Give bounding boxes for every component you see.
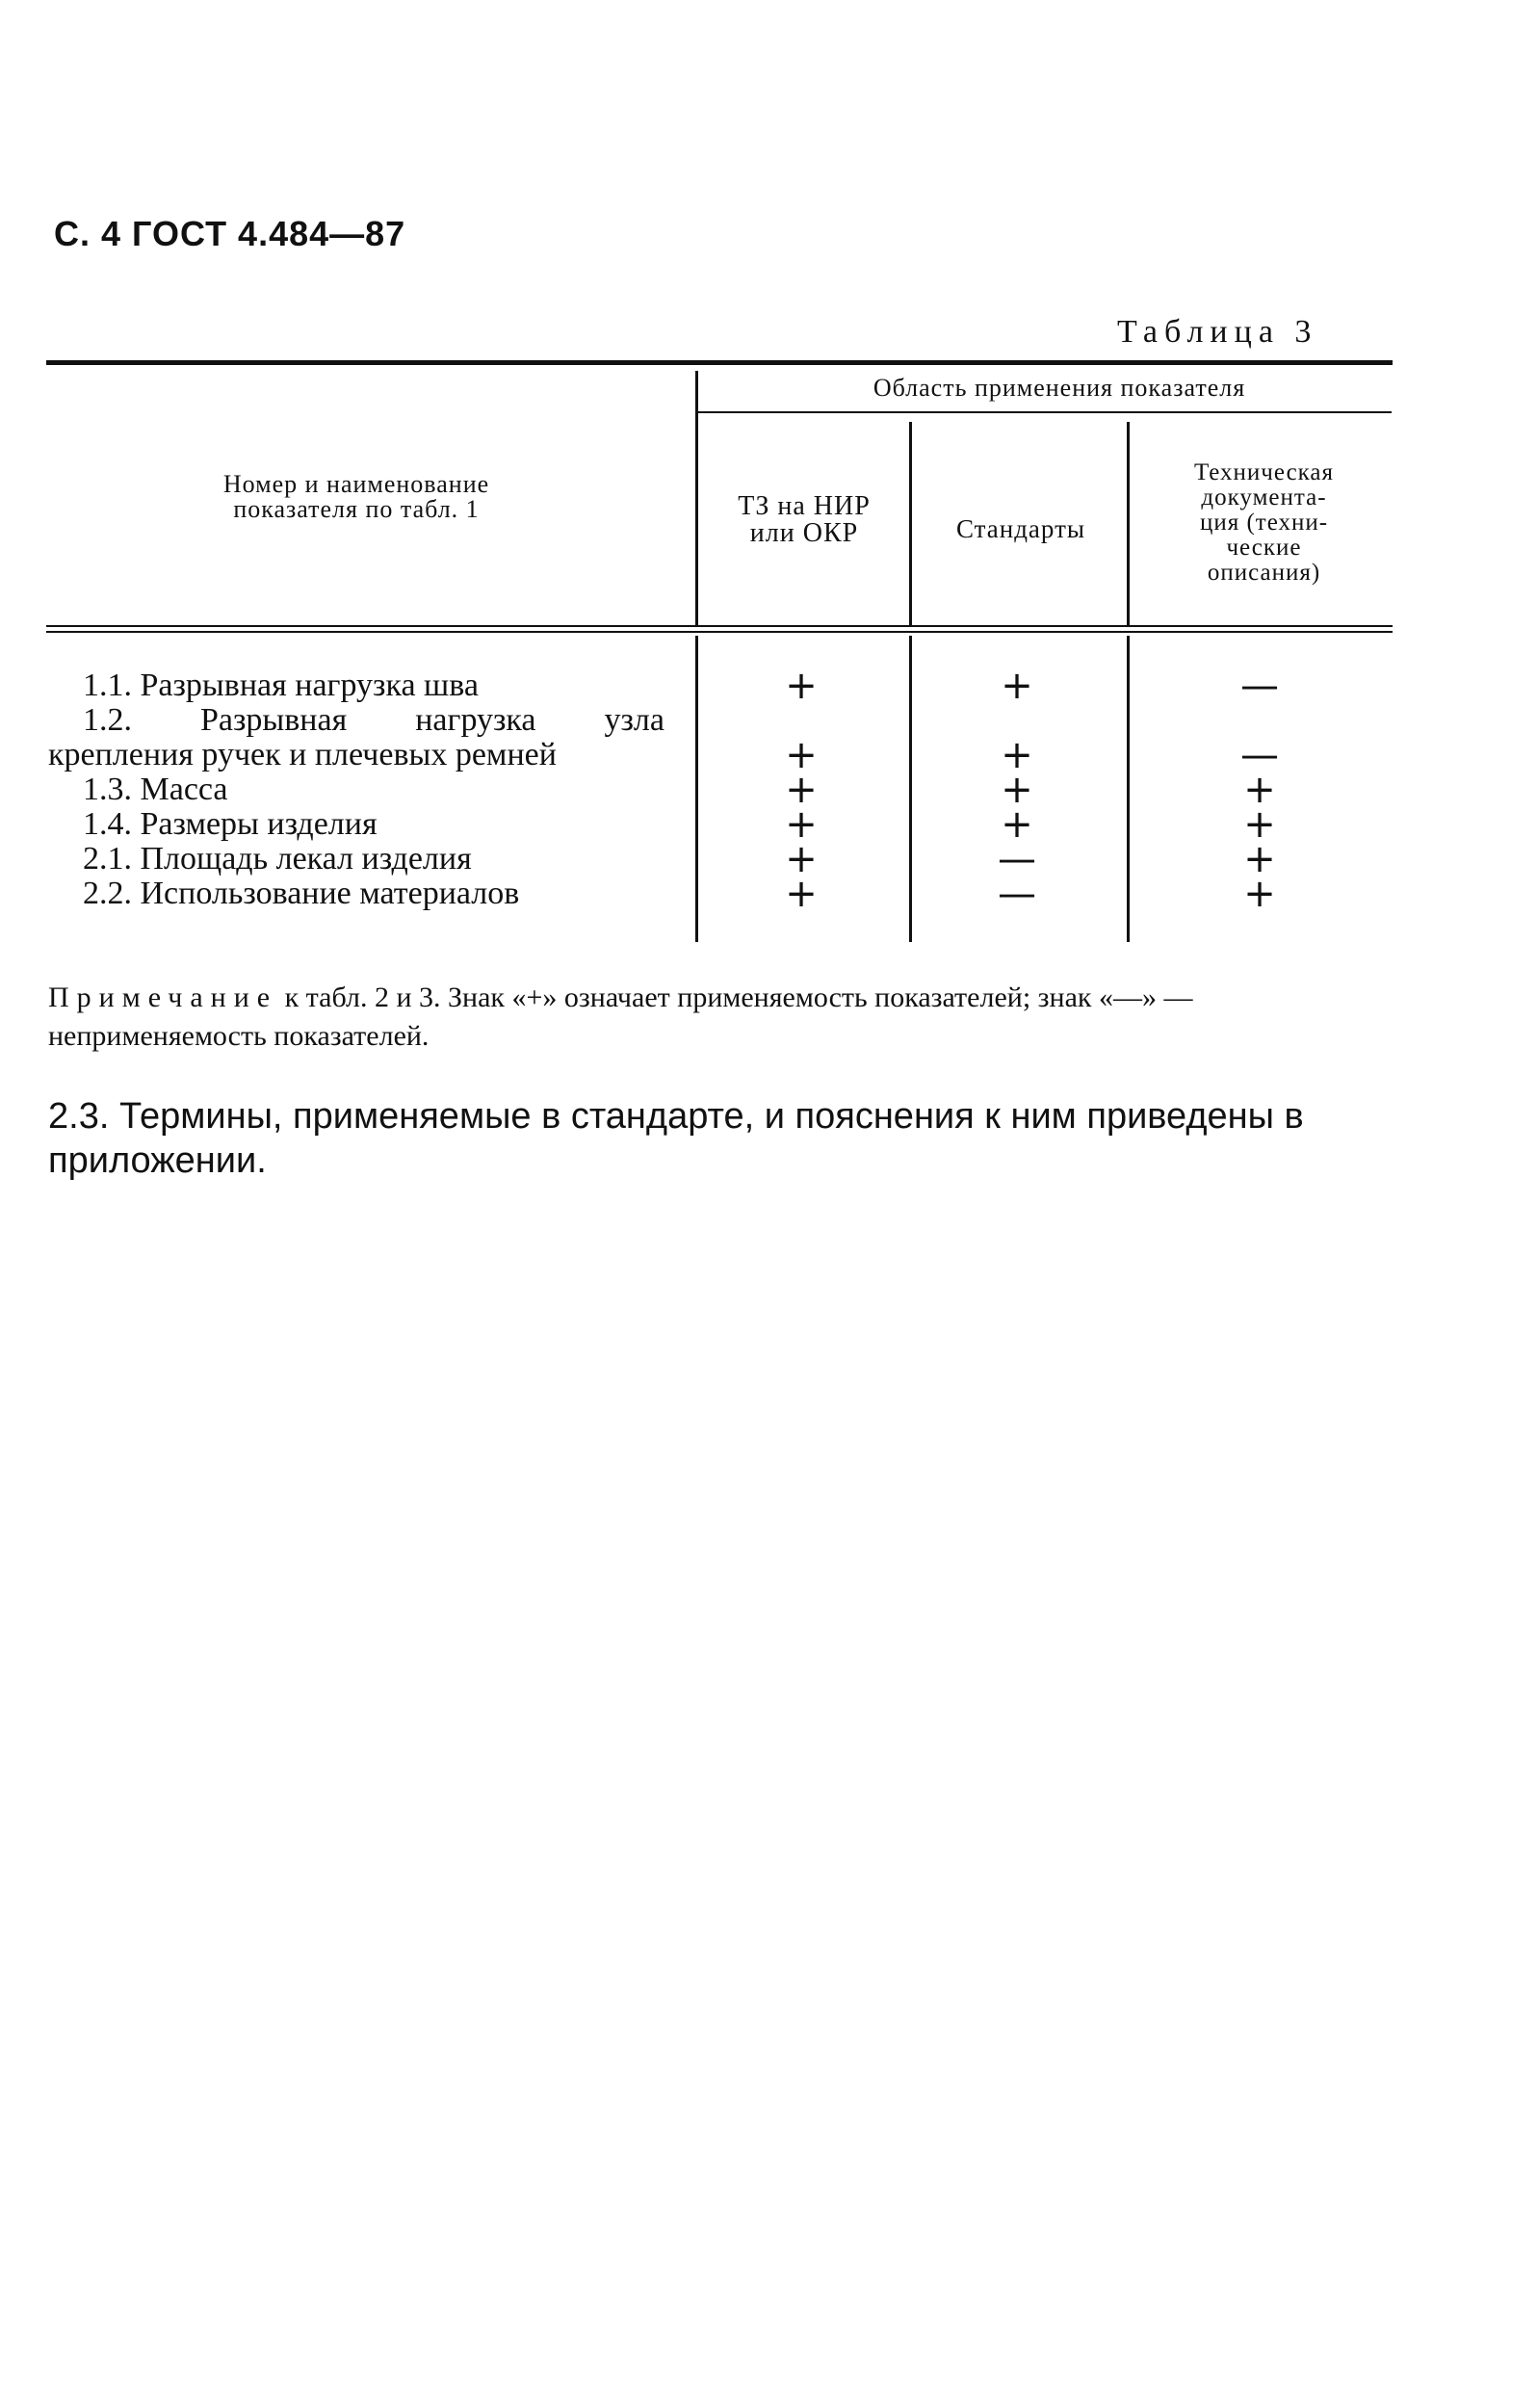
row-6-tz-sign: + [785, 872, 818, 916]
row-1-tech-sign: — [1240, 664, 1279, 708]
row-6-tech-sign: + [1243, 872, 1276, 916]
row-2-std-sign: + [1001, 733, 1033, 777]
row-3-tz-sign: + [785, 768, 818, 812]
table-title: Таблица 3 [1117, 314, 1318, 350]
row-1-tz-sign: + [785, 664, 818, 708]
table-row-6-name: 2.2. Использование материалов [83, 876, 520, 911]
column-divider-1 [695, 371, 698, 626]
column-header-area: Область применения показателя [873, 374, 1246, 402]
table-note [48, 979, 1387, 1056]
column-divider-3 [1127, 422, 1130, 626]
table-row-2-name-line-2: крепления ручек и плечевых ремней [48, 737, 557, 772]
header-bottom-rule-2 [46, 631, 1393, 633]
table-top-rule [46, 360, 1393, 365]
header-bottom-rule-1 [46, 625, 1393, 627]
column-header-standards: Стандарты [955, 514, 1086, 543]
note-label: Примечание [48, 982, 278, 1013]
body-divider-3 [1127, 636, 1130, 942]
column-divider-2 [909, 422, 912, 626]
table-row-1-name: 1.1. Разрывная нагрузка шва [83, 667, 479, 703]
row-6-std-sign: — [998, 872, 1036, 916]
column-header-indicator: Номер и наименование показателя по табл. 1 [222, 470, 490, 523]
row-2-tech-sign: — [1240, 733, 1279, 777]
row-4-tz-sign: + [785, 802, 818, 847]
row-5-std-sign: — [998, 837, 1036, 881]
body-divider-2 [909, 636, 912, 942]
table-row-4-name: 1.4. Размеры изделия [83, 806, 378, 842]
page-header: С. 4 ГОСТ 4.484—87 [54, 214, 406, 253]
row-4-std-sign: + [1001, 802, 1033, 847]
row-5-tz-sign: + [785, 837, 818, 881]
area-header-rule [698, 411, 1392, 413]
row-1-std-sign: + [1001, 664, 1033, 708]
column-header-tz: ТЗ на НИР или ОКР [738, 491, 871, 548]
column-header-tech-docs: Техническая документа- ция (техни- ческие описания) [1193, 459, 1335, 586]
table-row-5-name: 2.1. Площадь лекал изделия [83, 841, 472, 877]
section-2-3-paragraph: 2.3. Термины, применяемые в стандарте, и пояснения к ним приведены в приложении. [48, 1096, 1304, 1181]
row-3-tech-sign: + [1243, 768, 1276, 812]
body-divider-1 [695, 636, 698, 942]
row-3-std-sign: + [1001, 768, 1033, 812]
row-2-tz-sign: + [785, 733, 818, 777]
table-row-2-name-line-1: 1.2. Разрывная нагрузка узла [83, 702, 664, 738]
table-row-3-name: 1.3. Масса [83, 772, 228, 807]
note-text: к табл. 2 и 3. Знак «+» означает применяемость показателей; знак «—» — неприменяемость показателей. [48, 982, 1193, 1052]
row-4-tech-sign: + [1243, 802, 1276, 847]
row-5-tech-sign: + [1243, 837, 1276, 881]
